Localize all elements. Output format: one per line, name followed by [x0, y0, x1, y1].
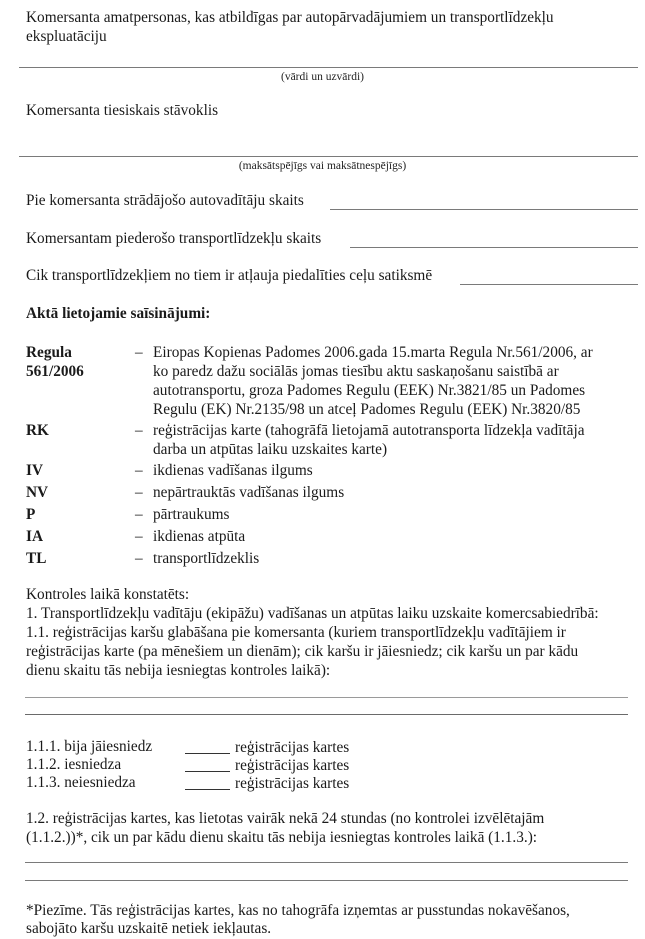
- count-label: 1.1.2. iesniedza: [26, 756, 122, 773]
- abbr-definition-line: nepārtrauktās vadīšanas ilgums: [153, 484, 345, 501]
- abbr-definition-line: autotransportu, groza Padomes Regulu (EEK) Nr.3821/85 un Padomes: [153, 382, 586, 399]
- officials-caption: (vārdi un uzvārdi): [280, 71, 365, 83]
- count-unit: reģistrācijas kartes: [235, 739, 350, 756]
- legal-status-label: Komersanta tiesiskais stāvoklis: [26, 102, 219, 119]
- abbr-dash: –: [135, 344, 143, 361]
- section-1-1-answer-line[interactable]: [25, 697, 628, 715]
- section-1-2-answer-line[interactable]: [25, 863, 628, 881]
- count-label: 1.1.3. neiesniedza: [26, 774, 136, 791]
- section-1-2-answer-line[interactable]: [25, 845, 628, 863]
- findings-section-1-1-line: 1.1. reģistrācijas karšu glabāšana pie komersanta (kuriem transportlīdzekļu vadītājiem ir: [26, 624, 566, 641]
- abbr-definition-line: Eiropas Kopienas Padomes 2006.gada 15.marta Regula Nr.561/2006, ar: [153, 344, 593, 361]
- findings-section-1-2-line: 1.2. reģistrācijas kartes, kas lietotas vairāk nekā 24 stundas (no kontrolei izvēlētajām: [26, 810, 545, 827]
- findings-intro: Kontroles laikā konstatēts:: [26, 586, 190, 603]
- vehicles-count-input[interactable]: [350, 228, 638, 248]
- abbr-definition-line: pārtraukums: [153, 506, 230, 523]
- abbr-definition-line: ikdienas vadīšanas ilgums: [153, 462, 313, 479]
- abbr-dash: –: [135, 484, 143, 501]
- legal-status-underline: [19, 156, 638, 157]
- officials-label-line2: ekspluatāciju: [26, 28, 107, 45]
- abbr-definition-line: ikdienas atpūta: [153, 528, 246, 545]
- abbr-term: TL: [26, 550, 47, 567]
- abbr-definition-line: ko paredz dažu sociālās jomas tiesību aktu saskaņošanu saistībā ar: [153, 363, 559, 380]
- count-unit: reģistrācijas kartes: [235, 775, 350, 792]
- abbr-definition-line: transportlīdzeklis: [153, 550, 260, 567]
- count-input[interactable]: [185, 759, 230, 772]
- abbr-dash: –: [135, 462, 143, 479]
- findings-section-1: 1. Transportlīdzekļu vadītāju (ekipāžu) vadīšanas un atpūtas laiku uzskaite komercsabiedrībā:: [26, 605, 599, 622]
- abbr-term: IA: [26, 528, 43, 545]
- abbr-definition-line: darba un atpūtas laiku uzskaites karte): [153, 441, 388, 458]
- count-input[interactable]: [185, 777, 230, 790]
- abbr-dash: –: [135, 550, 143, 567]
- count-input[interactable]: [185, 741, 230, 754]
- count-label: 1.1.1. bija jāiesniedz: [26, 738, 153, 755]
- permitted-vehicles-label: Cik transportlīdzekļiem no tiem ir atļauja piedalīties ceļu satiksmē: [26, 267, 433, 284]
- vehicles-count-label: Komersantam piederošo transportlīdzekļu skaits: [26, 230, 322, 247]
- abbr-term: IV: [26, 462, 43, 479]
- abbr-term: RK: [26, 422, 49, 439]
- abbr-dash: –: [135, 528, 143, 545]
- legal-status-input[interactable]: [19, 137, 638, 156]
- abbr-term-line2: 561/2006: [26, 363, 84, 380]
- count-unit: reģistrācijas kartes: [235, 757, 350, 774]
- abbreviations-title: Aktā lietojamie saīsinājumi:: [26, 305, 211, 322]
- abbr-definition-line: Regulu (EK) Nr.2135/98 un atceļ Padomes Regulu (EEK) Nr.3820/85: [153, 401, 581, 418]
- officials-input[interactable]: [19, 48, 638, 67]
- abbr-term: P: [26, 506, 36, 523]
- abbr-definition-line: reģistrācijas karte (tahogrāfā lietojamā autotransporta līdzekļa vadītāja: [153, 422, 585, 439]
- section-1-1-answer-line[interactable]: [25, 680, 628, 698]
- footnote-line: sabojāto karšu uzskaitē netiek iekļautas.: [26, 920, 272, 937]
- abbr-dash: –: [135, 422, 143, 439]
- legal-status-caption: (maksātspējīgs vai maksātnespējīgs): [238, 160, 407, 172]
- drivers-count-label: Pie komersanta strādājošo autovadītāju skaits: [26, 192, 304, 209]
- abbr-term: Regula: [26, 344, 72, 361]
- officials-label-line1: Komersanta amatpersonas, kas atbildīgas par autopārvadājumiem un transportlīdzekļu: [26, 9, 554, 26]
- permitted-vehicles-input[interactable]: [460, 265, 638, 285]
- drivers-count-input[interactable]: [330, 190, 638, 210]
- findings-section-1-2-line: (1.1.2.))*, cik un par kādu dienu skaitu tās nebija iesniegtas kontroles laikā (1.1.3.):: [26, 829, 538, 846]
- findings-section-1-1-line: reģistrācijas karte (pa mēnešiem un dienām); cik karšu ir jāiesniedz; cik karšu un par kādu: [26, 643, 579, 660]
- officials-underline: [19, 67, 638, 68]
- abbr-term: NV: [26, 484, 49, 501]
- findings-section-1-1-line: dienu skaitu tās nebija iesniegtas kontroles laikā):: [26, 662, 331, 679]
- abbr-dash: –: [135, 506, 143, 523]
- footnote-line: *Piezīme. Tās reģistrācijas kartes, kas no tahogrāfa izņemtas ar pusstundas nokavēšanos,: [26, 902, 570, 919]
